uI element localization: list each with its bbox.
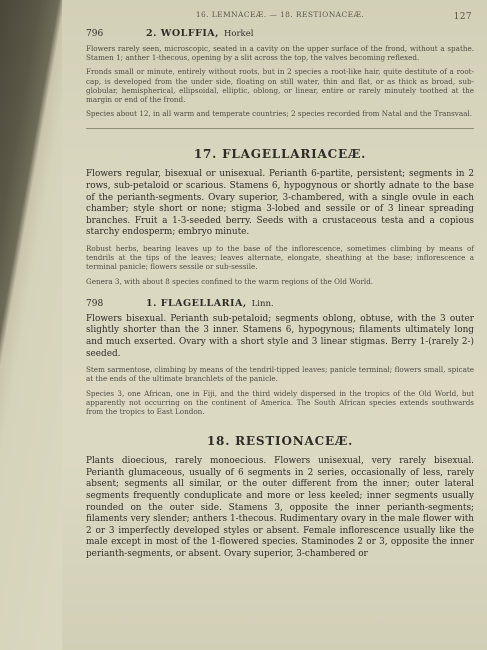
genus-author: Linn. (251, 298, 274, 309)
flagellariaceae-description: Flowers regular, bisexual or unisexual. Perianth 6-partite, persistent; segments in 2 rows, sub-petaloid or scarious. Stamens 6, hypogynous or shortly adnate to the base of the perianth-segments. Ovary superior, 3-chambered, with a single ovule in each chamber; style short or none; stigma 3-lobed and sessile or of 3 linear spreading branches. Fruit a 1-3-seeded berry. Seeds with a crustaceous testa and a copious starchy endosperm; embryo minute. (86, 169, 474, 238)
flagellaria-habit: Stem sarmentose, climbing by means of the tendril-tipped leaves; panicle terminal; flowers small, spicate at the ends of the ultimate branchlets of the panicle. (86, 365, 474, 384)
page-content (86, 10, 474, 561)
genus-author: Horkel (223, 29, 254, 39)
restionaceae-description: Plants dioecious, rarely monoecious. Flowers unisexual, very rarely bisexual. Perianth glumaceous, usually of 6 segments in 2 series, occasionally of less, rarely absent; segments all similar, or the outer different from the inner; outer lateral segments frequently conduplicate and more or less keeled; inner segments usually rounded on the outer side. Stamens 3, opposite the inner perianth-segments; filaments very slender; anthers 1-thecous. Rudimentary ovary in the male flower with 2 or 3 imperfectly developed styles or absent. Female inflorescence usually like the male except in most of the 1-flowered species. Staminodes 2 or 3, opposite the inner perianth-segments, or absent. Ovary superior, 3-chambered or (86, 456, 474, 559)
divider (86, 128, 474, 129)
wolffia-habit: Fronds small or minute, entirely without roots, but in 2 species a root-like hair, quite destitute of a root-cap, is developed from the under side, floating on still water, thin and flat, or as thick as broad, sub-globular, hemispherical, ellipsoidal, elliptic, oblong, or linear, entire or rarely minutely toothed at the margin or end of the frond. (86, 67, 474, 105)
wolffia-distribution: Species about 12, in all warm and temperate countries; 2 species recorded from Natal and the Transvaal. (86, 109, 472, 119)
genus-title: 2. WOLFFIA, (146, 28, 219, 39)
flagellariaceae-distribution: Genera 3, with about 8 species confined to the warm regions of the Old World. (86, 276, 374, 286)
genus-number: 798 (86, 298, 104, 309)
family-title: 17. FLAGELLARIACEÆ. (193, 147, 367, 162)
wolffia-description: Flowers rarely seen, microscopic, seated in a cavity on the upper surface of the frond, without a spathe. Stamen 1; anther 1-thecous, opening by a slit across the top, the valves becoming reflexed. (86, 44, 474, 63)
flagellaria-description: Flowers bisexual. Perianth sub-petaloid; segments oblong, obtuse, with the 3 outer slightly shorter than the 3 inner. Stamens 6, hypogynous; filaments ultimately long and much exserted. Ovary with a short style and 3 linear stigmas. Berry 1-(rarely 2-) seeded. (86, 313, 474, 359)
flagellariaceae-habit: Robust herbs, bearing leaves up to the base of the inflorescence, sometimes climbing by means of tendrils at the tips of the leaves; leaves alternate, elongate, sheathing at the base; inflorescence a terminal panicle; flowers sessile or sub-sessile. (86, 243, 474, 272)
running-head (86, 10, 474, 22)
genus-title: 1. FLAGELLARIA, (146, 297, 247, 309)
book-page (62, 0, 487, 650)
genus-number: 796 (86, 29, 104, 39)
flagellaria-heading (86, 298, 474, 309)
flagellaria-distribution: Species 3, one African, one in Fiji, and the third widely dispersed in the tropics of the Old World, but apparently not occurring on the continent of America. The South African species extends southwards from the tropics to East London. (86, 388, 474, 416)
page-number: 127 (453, 12, 472, 22)
family-title: 18. RESTIONACEÆ. (206, 434, 354, 449)
running-head-text: 16. LEMNACEÆ. — 18. RESTIONACEÆ. (195, 10, 365, 19)
wolffia-heading (86, 28, 474, 39)
